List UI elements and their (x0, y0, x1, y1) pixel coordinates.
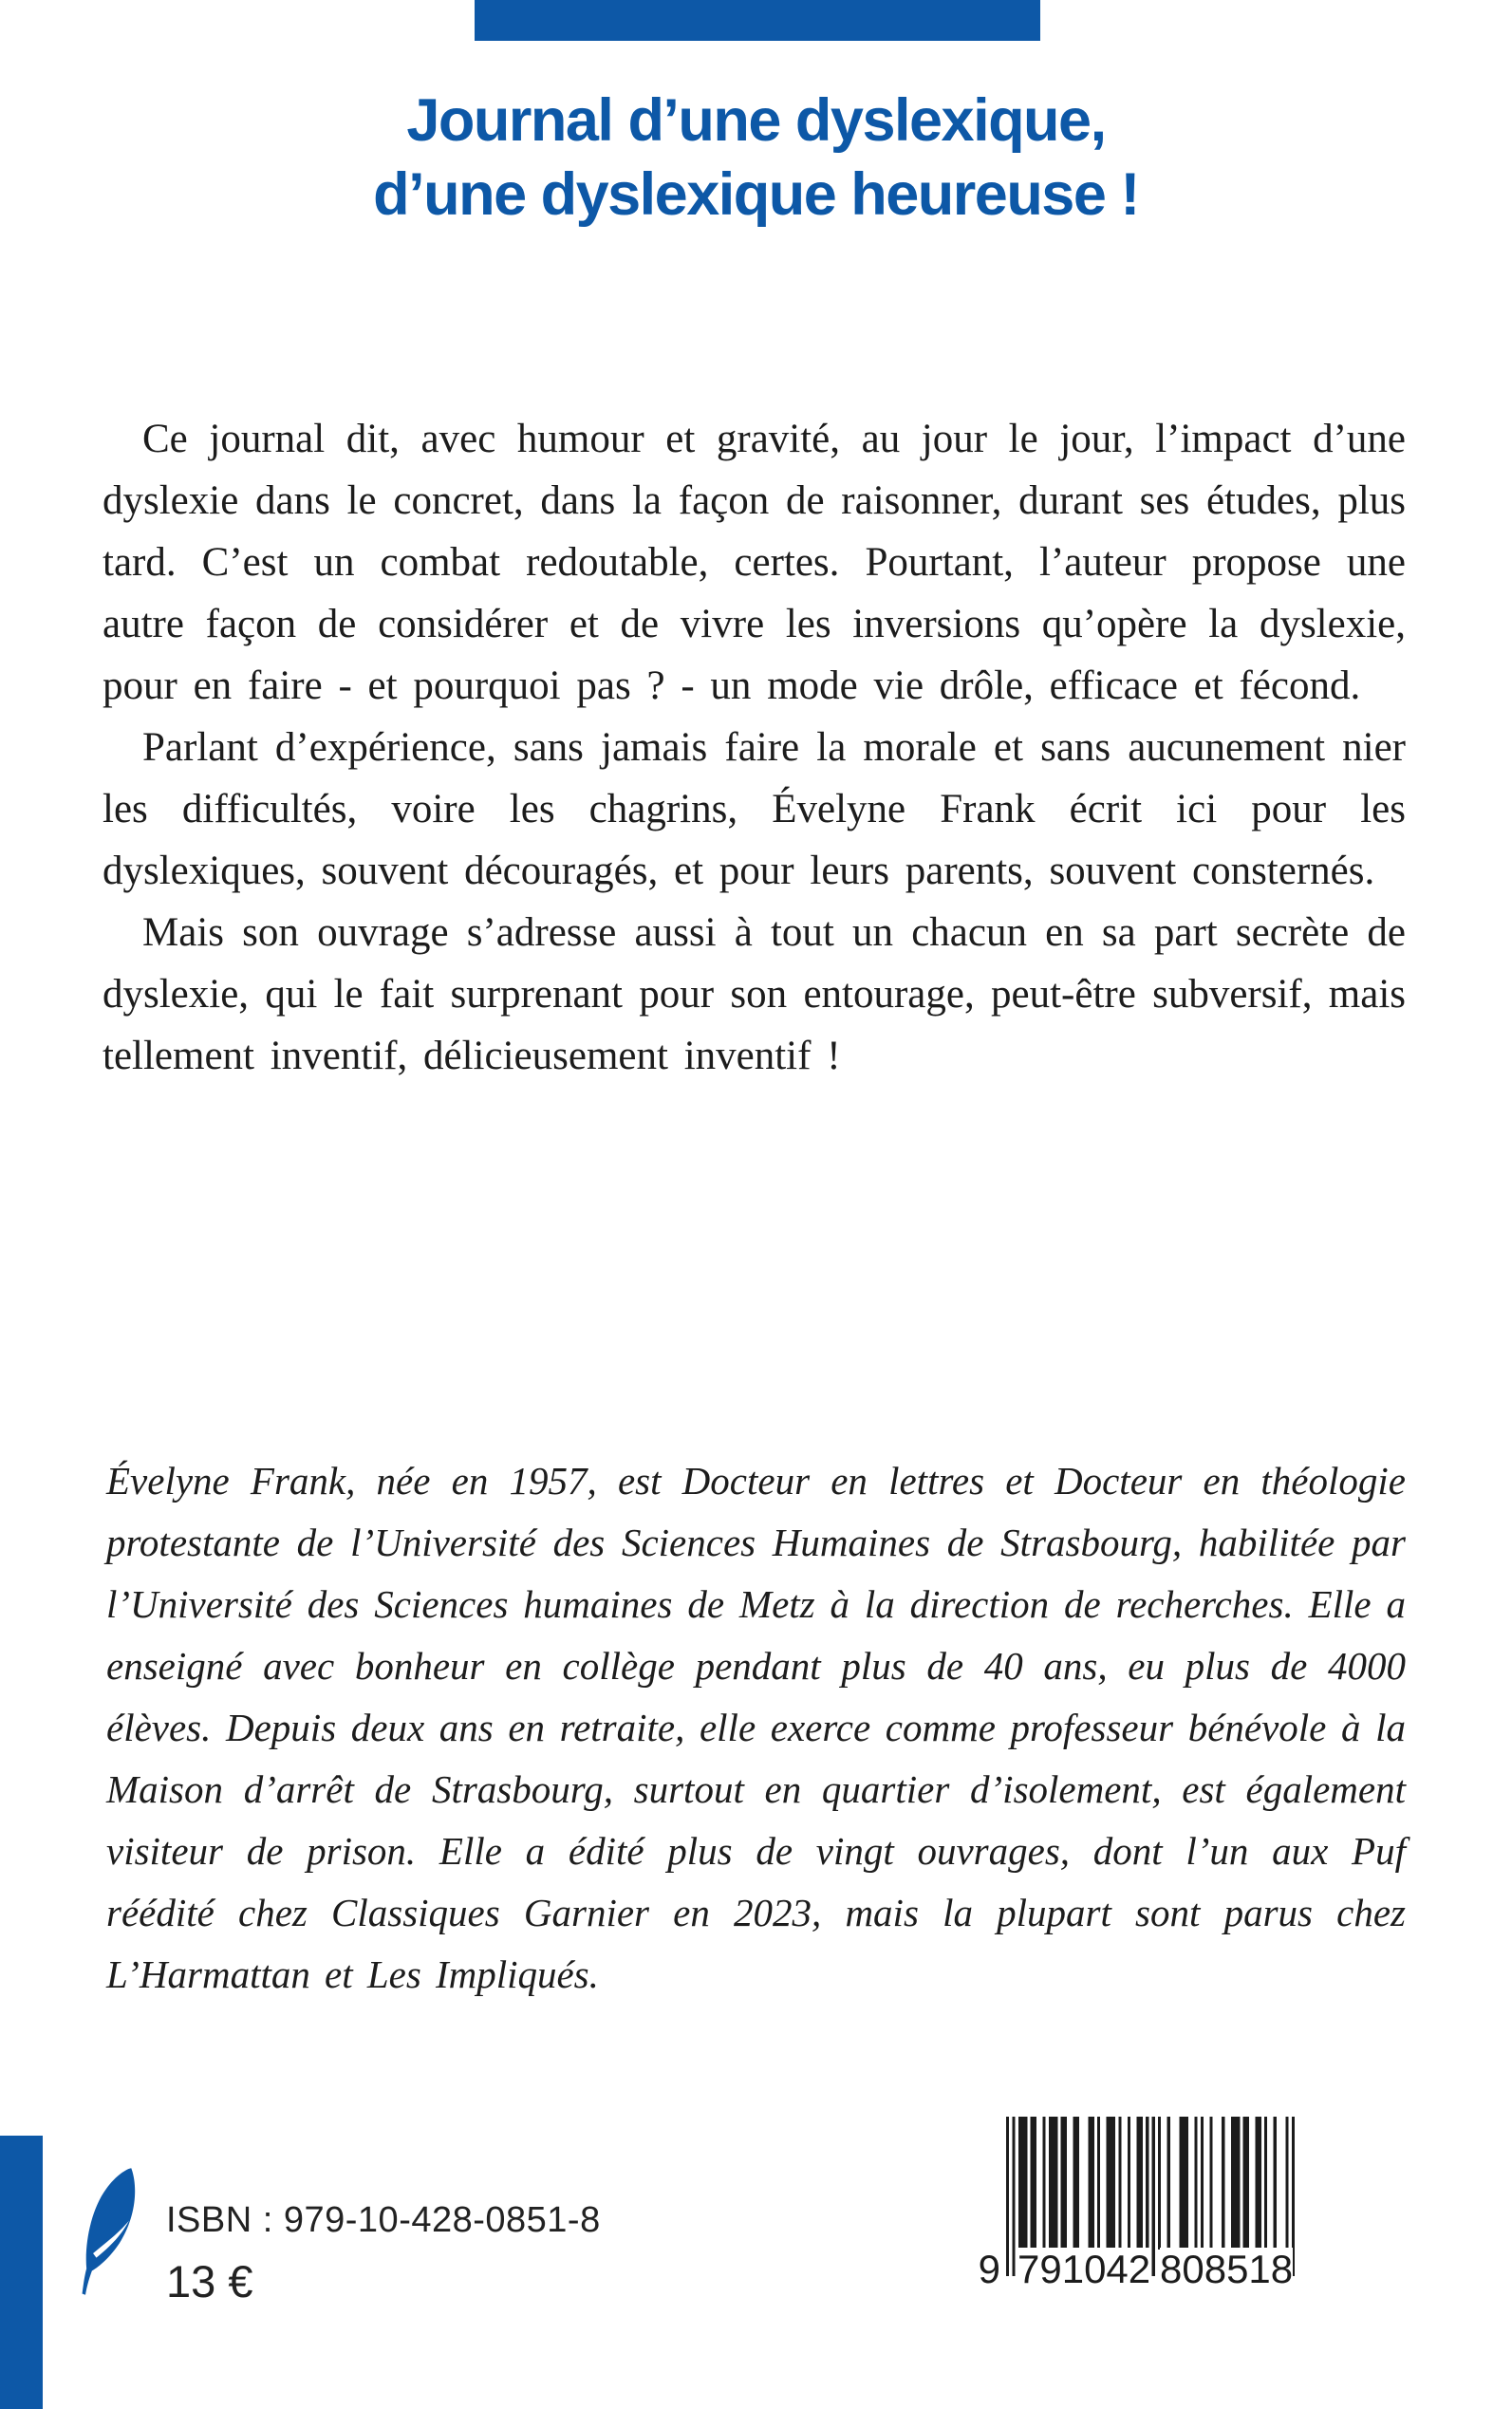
synopsis-paragraph-2: Parlant d’expérience, sans jamais faire la morale et sans aucunement nier les difficultés, voire les chagrins, Évelyne Frank écrit ici pour les dyslexiques, souvent découragés, et pour leurs parents, souvent consternés. (103, 725, 1406, 893)
barcode-left-digits: 791042 (1017, 2247, 1151, 2291)
author-bio: Évelyne Frank, née en 1957, est Docteur en lettres et Docteur en théologie protestante de l’Université des Sciences Humaines de Strasbourg, habilitée par l’Université des Sciences humaines de Metz à la direction de recherches. Elle a enseigné avec bonheur en collège pendant plus de 40 ans, eu plus de 4000 élèves. Depuis deux ans en retraite, elle exerce comme professeur bénévole à la Maison d’arrêt de Strasbourg, surtout en quartier d’isolement, est également visiteur de prison. Elle a édité plus de vingt ouvrages, dont l’un aux Puf réédité chez Classiques Garnier en 2023, mais la plupart sont parus chez L’Harmattan et Les Impliqués. (106, 1459, 1406, 1996)
isbn-text: ISBN : 979-10-428-0851-8 (166, 2200, 601, 2240)
barcode-system-digit: 9 (962, 2248, 1000, 2291)
book-title (0, 84, 1512, 232)
book-title-line2: d’une dyslexique heureuse ! (373, 161, 1139, 228)
ean13-barcode (959, 2117, 1310, 2297)
barcode-right-digits: 808518 (1160, 2247, 1294, 2291)
price-text: 13 € (166, 2256, 253, 2306)
synopsis-paragraph-1: Ce journal dit, avec humour et gravité, au jour le jour, l’impact d’une dyslexie dans le concret, dans la façon de raisonner, durant ses études, plus tard. C’est un combat redoutable, certes. Pourtant, l’auteur propose une autre façon de considérer et de vivre les inversions qu’opère la dyslexie, pour en faire - et pourquoi pas ? - un mode vie drôle, efficace et fécond. (103, 417, 1406, 708)
spine-color-tab (475, 0, 1040, 41)
synopsis-paragraph-3: Mais son ouvrage s’adresse aussi à tout un chacun en sa part secrète de dyslexie, qui le fait surprenant pour son entourage, peut-être subversif, mais tellement inventif, délicieusement inventif ! (103, 910, 1406, 1078)
spine-edge-strip (0, 2136, 43, 2409)
book-title-line1: Journal d’une dyslexique, (406, 87, 1106, 154)
synopsis (103, 408, 1406, 1087)
feather-logo-icon (74, 2166, 140, 2297)
